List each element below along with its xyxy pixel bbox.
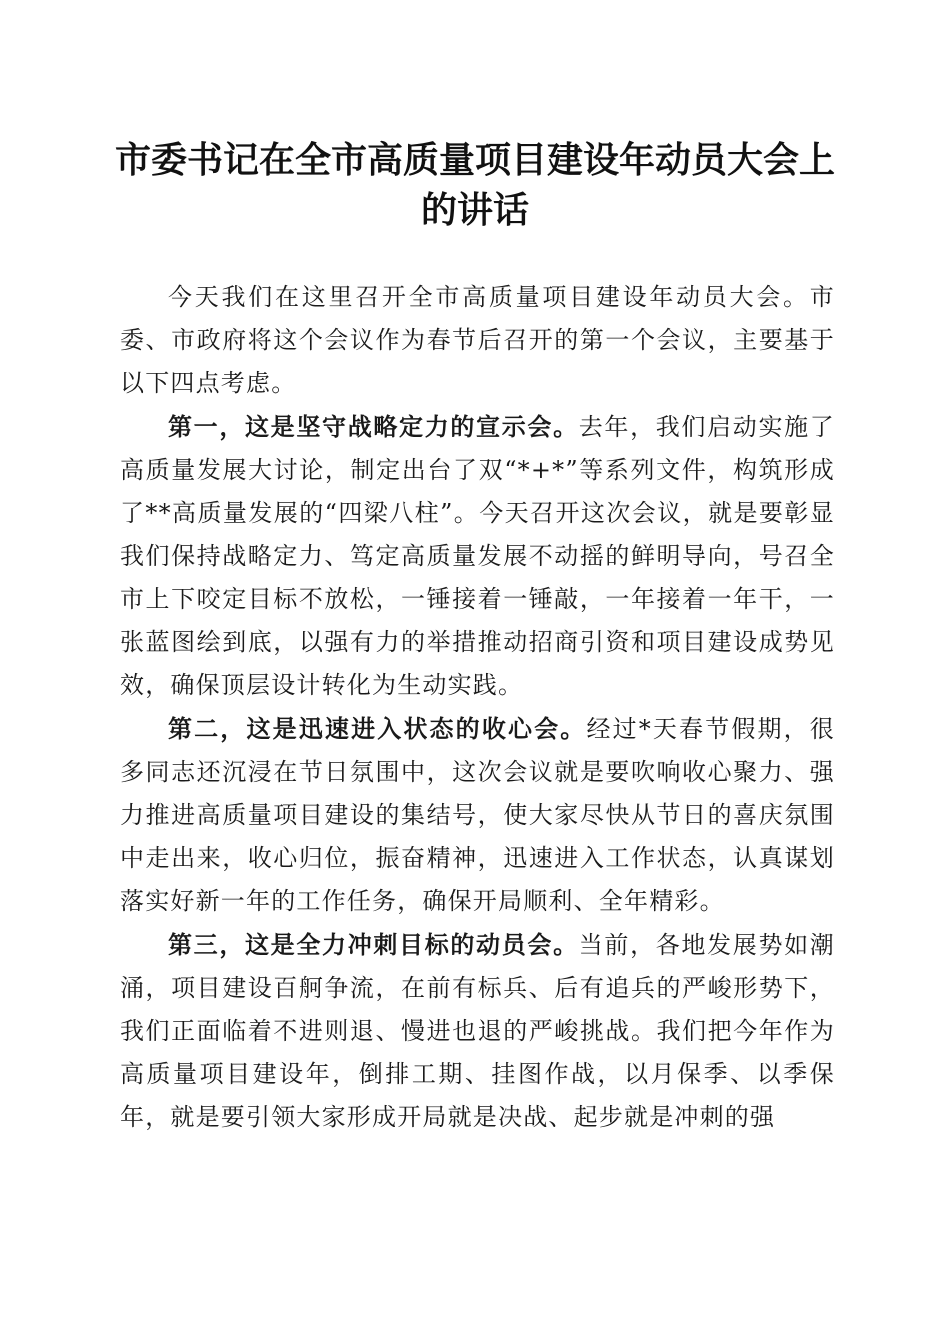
paragraph-text: 当前，各地发展势如潮涌，项目建设百舸争流，在前有标兵、后有追兵的严峻形势下，我们正面临着不进则退、慢进也退的严峻挑战。我们把今年作为高质量项目建设年，倒排工期、挂图作战，以月保季、以季保年，就是要引领大家形成开局就是决战、起步就是冲刺的强 <box>120 931 835 1131</box>
paragraph-text: 今天我们在这里召开全市高质量项目建设年动员大会。市委、市政府将这个会议作为春节后召开的第一个会议，主要基于以下四点考虑。 <box>120 283 835 397</box>
paragraph-third-point <box>120 923 835 1139</box>
title-line-1: 市委书记在全市高质量项目建设年动员大会上 <box>114 139 835 181</box>
page-title <box>110 135 840 235</box>
paragraph-lead: 第二，这是迅速进入状态的收心会。 <box>168 714 587 743</box>
title-line-2: 的讲话 <box>420 189 529 231</box>
paragraph-lead: 第三，这是全力冲刺目标的动员会。 <box>168 930 579 959</box>
paragraph-lead: 第一，这是坚守战略定力的宣示会。 <box>168 412 579 441</box>
paragraph-text: 去年，我们启动实施了高质量发展大讨论，制定出台了双“*+*”等系列文件，构筑形成了**高质量发展的“四梁八柱”。今天召开这次会议，就是要彰显我们保持战略定力、笃定高质量发展不动摇的鲜明导向，号召全市上下咬定目标不放松，一锤接着一锤敲，一年接着一年干，一张蓝图绘到底，以强有力的举措推动招商引资和项目建设成势见效，确保顶层设计转化为生动实践。 <box>120 413 835 699</box>
paragraph-intro <box>120 275 835 405</box>
document-body <box>120 275 835 1139</box>
paragraph-first-point <box>120 405 835 707</box>
paragraph-second-point <box>120 707 835 923</box>
paragraph-text: 经过*天春节假期，很多同志还沉浸在节日氛围中，这次会议就是要吹响收心聚力、强力推进高质量项目建设的集结号，使大家尽快从节日的喜庆氛围中走出来，收心归位，振奋精神，迅速进入工作状态，认真谋划落实好新一年的工作任务，确保开局顺利、全年精彩。 <box>120 715 836 915</box>
